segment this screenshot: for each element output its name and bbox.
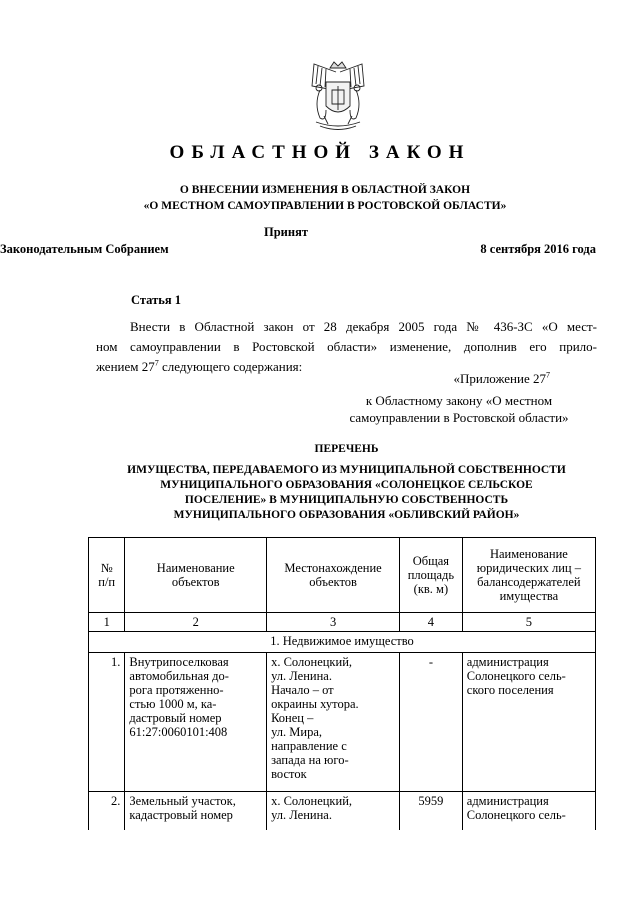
cell-line: автомобильная до- xyxy=(129,669,229,683)
article-line-text: жением 27 xyxy=(96,359,155,374)
table-row xyxy=(89,653,596,792)
table-header-row xyxy=(89,538,596,613)
article-line: Внести в Областной закон от 28 декабря 2005 года № 436-ЗС «О мест- xyxy=(130,319,597,334)
cell-line: Солонецкого сель- xyxy=(466,808,566,822)
table-row xyxy=(89,792,596,831)
cell-line: кадастровый номер xyxy=(129,808,233,822)
cell-line: Конец – xyxy=(271,711,314,725)
subtitle-line: «О МЕСТНОМ САМОУПРАВЛЕНИИ В РОСТОВСКОЙ ОБЛАСТИ» xyxy=(143,200,507,212)
header-cell-name xyxy=(125,538,267,613)
property-table xyxy=(88,537,596,830)
cell-line: рога протяженно- xyxy=(129,683,224,697)
header-text: Наименование xyxy=(489,547,568,561)
list-header-line: МУНИЦИПАЛЬНОГО ОБРАЗОВАНИЯ «ОБЛИВСКИЙ РАЙОН» xyxy=(173,509,520,521)
cell-line: х. Солонецкий, xyxy=(271,794,353,808)
accepted-by: Законодательным Собранием xyxy=(0,242,169,256)
cell-line: восток xyxy=(271,767,307,781)
header-text: Общая xyxy=(412,554,450,568)
article-title: Статья 1 xyxy=(131,293,181,307)
appendix-label-text: «Приложение 27 xyxy=(453,371,546,386)
coat-of-arms-emblem xyxy=(306,60,370,134)
superscript: 7 xyxy=(546,370,550,380)
header-text: объектов xyxy=(171,575,220,589)
cell-line: х. Солонецкий, xyxy=(271,655,353,669)
document-subtitle xyxy=(40,182,610,214)
header-text: Местонахождение xyxy=(284,561,382,575)
column-number: 3 xyxy=(267,613,400,632)
document-title: ОБЛАСТНОЙ ЗАКОН xyxy=(169,142,471,163)
section-row xyxy=(89,632,596,653)
cell-line: ул. Мира, xyxy=(271,725,323,739)
cell-line: дастровый номер xyxy=(129,711,222,725)
list-header-line: ИМУЩЕСТВА, ПЕРЕДАВАЕМОГО ИЗ МУНИЦИПАЛЬНОЙ СОБСТВЕННОСТИ xyxy=(127,464,566,476)
cell-line: 61:27:0060101:408 xyxy=(129,725,228,739)
object-name xyxy=(125,792,267,831)
row-number: 2. xyxy=(89,792,125,831)
cell-line: запада на юго- xyxy=(271,753,349,767)
column-number: 2 xyxy=(125,613,267,632)
column-number-row xyxy=(89,613,596,632)
cell-line: администрация xyxy=(466,655,549,669)
section-title: 1. Недвижимое имущество xyxy=(89,632,596,653)
list-header-line: ПОСЕЛЕНИЕ» В МУНИЦИПАЛЬНУЮ СОБСТВЕННОСТЬ xyxy=(184,494,509,506)
object-area: 5959 xyxy=(400,792,463,831)
list-header xyxy=(96,442,597,523)
list-title: ПЕРЕЧЕНЬ xyxy=(314,443,379,455)
appendix-line: к Областному закону «О местном xyxy=(365,393,553,408)
column-number: 1 xyxy=(89,613,125,632)
header-text: № xyxy=(100,561,113,575)
object-area: - xyxy=(400,653,463,792)
accepted-by-block xyxy=(0,224,396,258)
cell-line: Внутрипоселковая xyxy=(129,655,229,669)
header-text: Наименование xyxy=(156,561,235,575)
header-cell-location xyxy=(267,538,400,613)
header-cell-area xyxy=(400,538,463,613)
header-text: балансодержателей xyxy=(477,575,581,589)
appendix-block xyxy=(320,370,598,426)
cell-line: ул. Ленина. xyxy=(271,808,332,822)
appendix-line: самоуправлении в Ростовской области» xyxy=(349,410,569,425)
article-line-text: следующего содержания: xyxy=(158,359,303,374)
column-number: 4 xyxy=(400,613,463,632)
cell-line: Солонецкого сель- xyxy=(466,669,566,683)
header-text: объектов xyxy=(309,575,357,589)
header-text: п/п xyxy=(98,575,116,589)
accepted-label: Принят xyxy=(264,225,308,239)
column-number: 5 xyxy=(462,613,595,632)
subtitle-line: О ВНЕСЕНИИ ИЗМЕНЕНИЯ В ОБЛАСТНОЙ ЗАКОН xyxy=(179,184,471,196)
header-text: имущества xyxy=(499,589,559,603)
header-cell-number xyxy=(89,538,125,613)
header-cell-organization xyxy=(462,538,595,613)
superscript: 7 xyxy=(154,358,159,368)
cell-line: Начало – от xyxy=(271,683,334,697)
row-number: 1. xyxy=(89,653,125,792)
object-location xyxy=(267,653,400,792)
accepted-date: 8 сентября 2016 года xyxy=(480,242,596,256)
cell-line: Земельный участок, xyxy=(129,794,236,808)
object-location xyxy=(267,792,400,831)
cell-line: направление с xyxy=(271,739,347,753)
article-text xyxy=(96,317,597,377)
balance-holder xyxy=(462,653,595,792)
cell-line: стью 1000 м, ка- xyxy=(129,697,217,711)
cell-line: администрация xyxy=(466,794,549,808)
cell-line: ул. Ленина. xyxy=(271,669,332,683)
list-header-line: МУНИЦИПАЛЬНОГО ОБРАЗОВАНИЯ «СОЛОНЕЦКОЕ СЕЛЬСКОЕ xyxy=(160,479,533,491)
cell-line: ского поселения xyxy=(466,683,554,697)
cell-line: окраины хутора. xyxy=(271,697,359,711)
balance-holder xyxy=(462,792,595,831)
header-text: юридических лиц – xyxy=(476,561,581,575)
object-name xyxy=(125,653,267,792)
header-text: (кв. м) xyxy=(413,582,449,596)
appendix-label xyxy=(320,370,598,387)
article-line: ном самоуправлении в Ростовской области» изменение, дополнив его прило- xyxy=(96,339,597,354)
header-text: площадь xyxy=(407,568,455,582)
